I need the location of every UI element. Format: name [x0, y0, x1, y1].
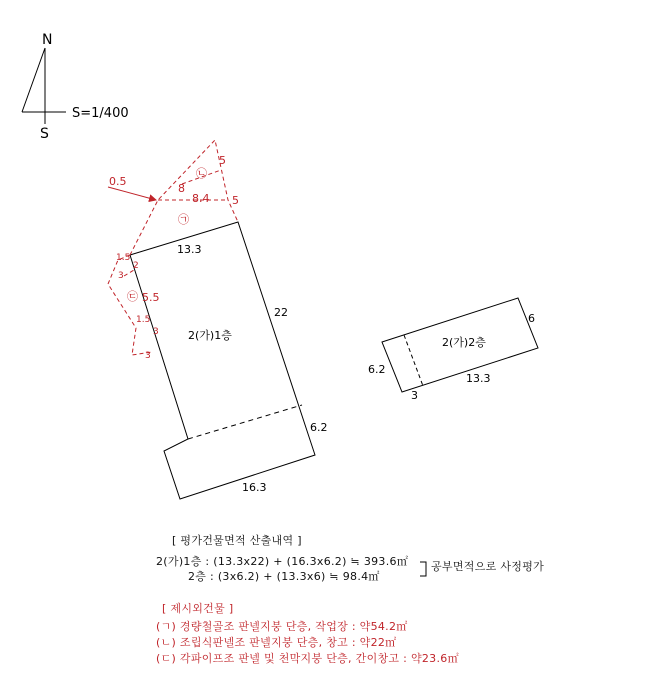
dim-upper-bottom-a: 3 — [411, 389, 418, 402]
area-calc-line1: 2(가)1층 : (13.3x22) + (16.3x6.2) ≒ 393.6㎡ — [156, 555, 409, 568]
dim-g-top-left: 8 — [178, 182, 185, 195]
dim-g-top: 8.4 — [192, 192, 210, 205]
extra-structures-outline — [108, 140, 238, 355]
scale-label: S=1/400 — [72, 106, 129, 121]
mark-g: ㉠ — [178, 213, 189, 226]
arrow-value: 0.5 — [109, 175, 127, 188]
north-arrow — [22, 48, 66, 124]
dim-main-right: 22 — [274, 306, 288, 319]
dim-d-g: 3 — [145, 351, 151, 361]
mark-d: ㉢ — [127, 290, 138, 303]
dim-n-right: 5 — [219, 154, 226, 167]
dim-d-e: 1.5 — [136, 315, 151, 325]
arrow-indicator — [108, 187, 156, 200]
dim-d-a: 1.5 — [116, 253, 131, 263]
dim-d-c: 3 — [118, 271, 124, 281]
dim-d-d: 5.5 — [142, 291, 160, 304]
dim-d-f: 3 — [153, 327, 159, 337]
upper-building-label: 2(가)2층 — [442, 336, 486, 349]
dim-annex-bottom: 16.3 — [242, 481, 267, 494]
dim-annex-side: 6.2 — [310, 421, 328, 434]
extra-building-item: (ㄴ) 조립식판넬조 판넬지붕 단층, 창고 : 약22㎡ — [156, 636, 397, 649]
main-building-label: 2(가)1층 — [188, 329, 232, 342]
dim-upper-bottom-b: 13.3 — [466, 372, 491, 385]
south-label: S — [40, 126, 49, 142]
extra-buildings-title: [ 제시외건물 ] — [162, 602, 234, 615]
main-building-outline — [130, 222, 315, 499]
north-label: N — [42, 32, 53, 48]
dim-d-b: 2 — [133, 261, 139, 271]
extra-building-item: (ㄷ) 각파이프조 판넬 및 천막지붕 단층, 간이창고 : 약23.6㎡ — [156, 652, 459, 665]
dim-upper-right: 6 — [528, 312, 535, 325]
area-calc-note: 공부면적으로 사정평가 — [431, 560, 545, 573]
dim-g-right: 5 — [232, 194, 239, 207]
area-calc-line2: 2층 : (3x6.2) + (13.3x6) ≒ 98.4㎡ — [188, 570, 380, 583]
dim-main-top: 13.3 — [177, 243, 202, 256]
mark-n: ㉡ — [196, 167, 207, 180]
extra-building-item: (ㄱ) 경량철골조 판넬지붕 단층, 작업장 : 약54.2㎡ — [156, 620, 408, 633]
area-note-bracket — [420, 562, 426, 576]
area-calc-title: [ 평가건물면적 산출내역 ] — [172, 534, 302, 547]
dim-upper-left: 6.2 — [368, 363, 386, 376]
